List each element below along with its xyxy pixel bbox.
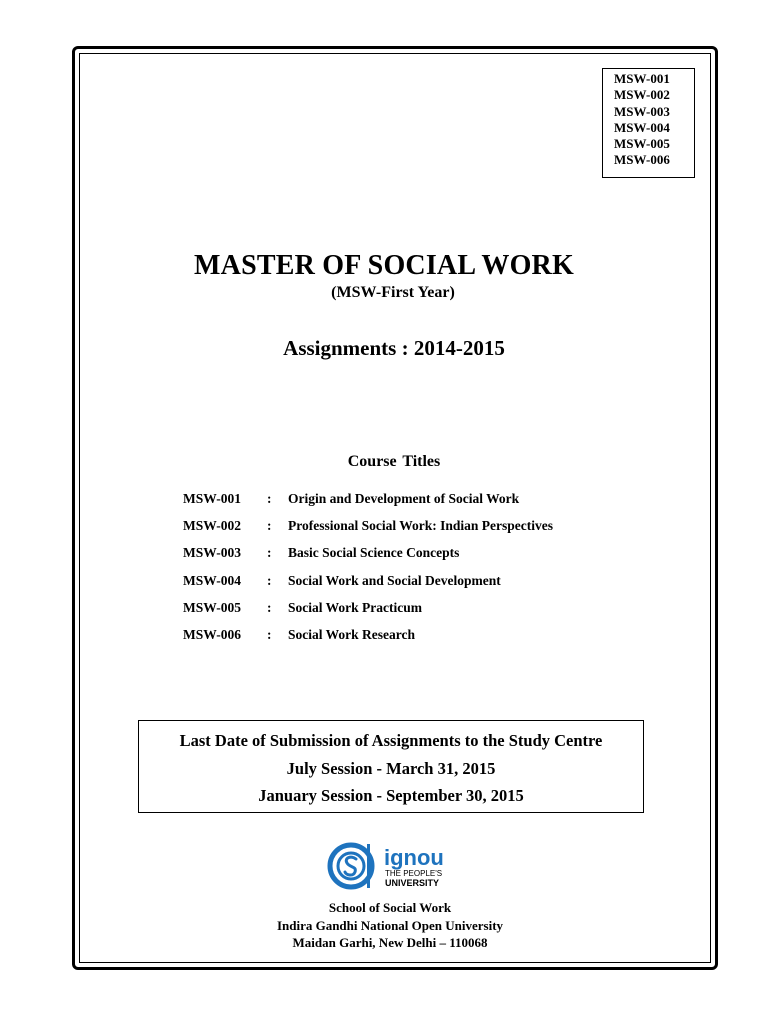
logo-tagline-2: UNIVERSITY — [385, 878, 440, 888]
code-box-item: MSW-005 — [614, 136, 670, 152]
code-box-item: MSW-006 — [614, 152, 670, 168]
course-separator: : — [267, 572, 272, 588]
code-box-item: MSW-002 — [614, 87, 670, 103]
logo-wordmark: ignou — [384, 845, 444, 870]
course-separator: : — [267, 626, 272, 642]
university-address: Maidan Garhi, New Delhi – 110068 — [292, 935, 488, 950]
code-box-item: MSW-001 — [614, 71, 670, 86]
course-separator: : — [267, 518, 272, 534]
school-name: School of Social Work — [328, 900, 452, 915]
course-code: MSW-002 — [183, 518, 241, 534]
course-code-box — [602, 68, 695, 178]
january-session-deadline: January Session - September 30, 2015 — [258, 786, 524, 805]
course-code: MSW-005 — [183, 599, 241, 615]
course-separator: : — [267, 599, 272, 615]
july-session-deadline: July Session - March 31, 2015 — [286, 758, 496, 778]
course-name: Professional Social Work: Indian Perspectives — [288, 518, 554, 534]
code-box-item: MSW-003 — [614, 103, 670, 119]
course-name: Origin and Development of Social Work — [288, 491, 520, 506]
submission-deadline-box — [138, 720, 644, 813]
university-name: Indira Gandhi National Open University — [276, 917, 504, 933]
logo-tagline-1: THE PEOPLE'S — [385, 869, 443, 878]
course-separator: : — [267, 491, 272, 506]
course-code: MSW-003 — [183, 545, 241, 561]
course-code: MSW-004 — [183, 572, 241, 588]
page-inner-border — [79, 53, 711, 963]
course-name: Social Work and Social Development — [288, 572, 501, 588]
course-titles-heading: Course Titles — [347, 453, 441, 470]
document-title: MASTER OF SOCIAL WORK — [194, 250, 574, 281]
deadline-heading: Last Date of Submission of Assignments to the Study Centre — [179, 731, 603, 750]
code-box-item: MSW-004 — [614, 119, 670, 135]
ignou-emblem-icon — [330, 844, 372, 888]
institution-footer — [0, 899, 768, 952]
course-name: Social Work Practicum — [288, 599, 422, 615]
document-subtitle: (MSW-First Year) — [331, 284, 455, 301]
course-code: MSW-001 — [183, 491, 241, 506]
course-separator: : — [267, 545, 272, 561]
ignou-logo — [327, 842, 457, 892]
course-name: Basic Social Science Concepts — [288, 545, 460, 561]
course-code: MSW-006 — [183, 626, 241, 642]
course-name: Social Work Research — [288, 626, 415, 642]
assignments-year: Assignments : 2014-2015 — [283, 336, 505, 360]
